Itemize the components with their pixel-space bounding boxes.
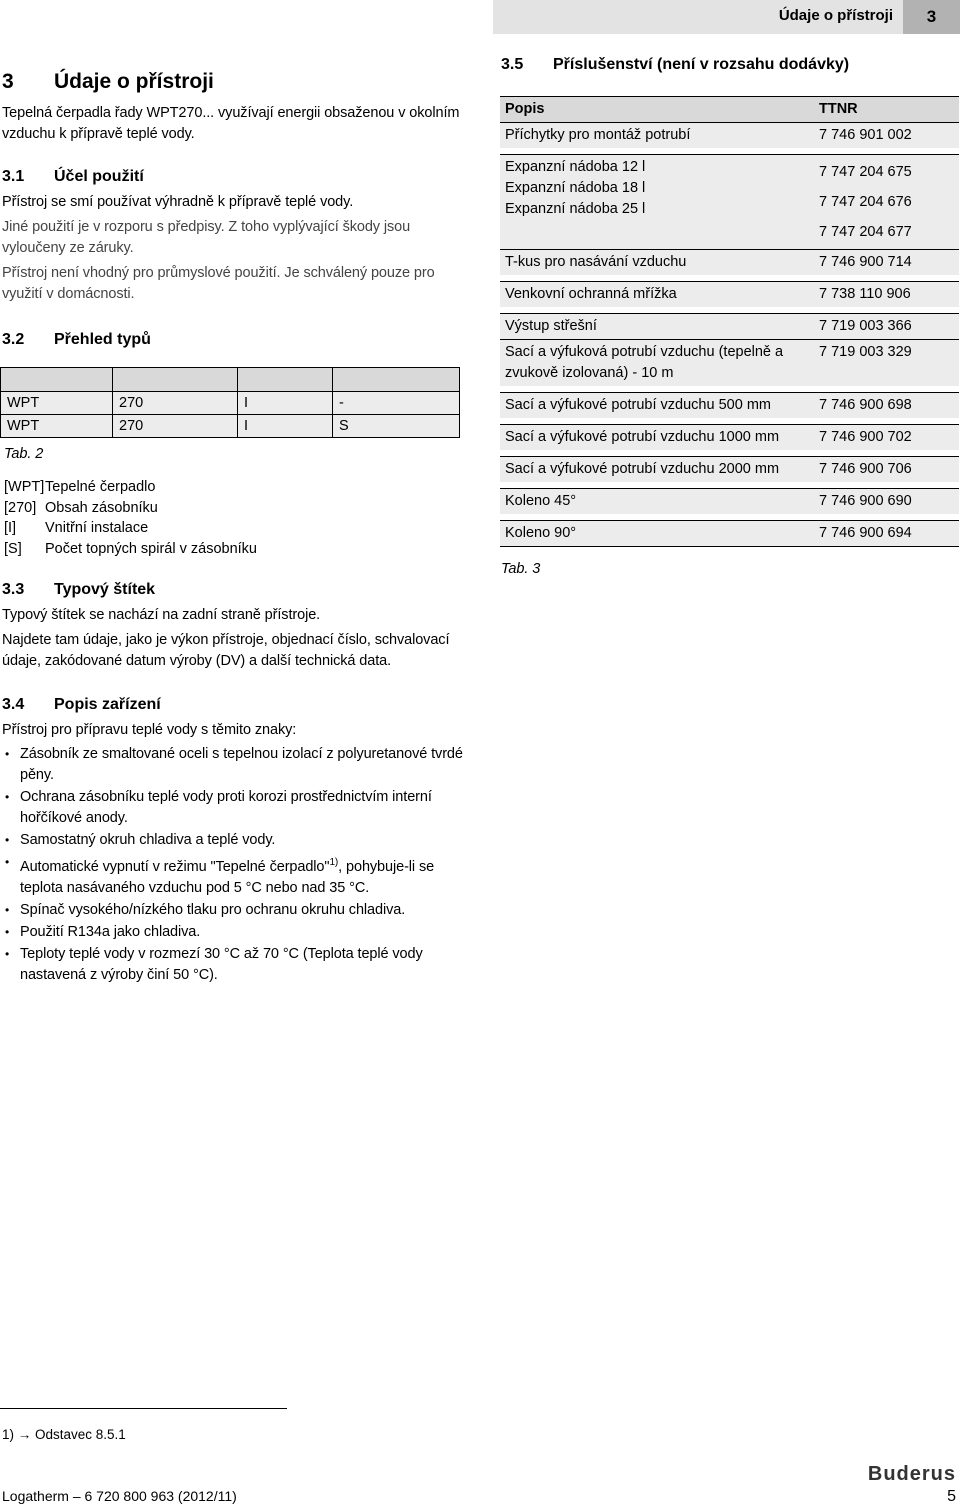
list-item: • Zásobník ze smaltované oceli s tepelnou izolací z polyuretanové tvrdé pěny. xyxy=(2,744,464,786)
paragraph: Přístroj není vhodný pro průmyslové použití. Je schválený pouze pro využití v domácnosti. xyxy=(2,265,435,302)
footer-document-id: Logatherm – 6 720 800 963 (2012/11) xyxy=(2,1488,237,1504)
footnote: 1) → Odstavec 8.5.1 xyxy=(2,1427,126,1442)
brand-logo: Buderus xyxy=(867,1463,956,1485)
legend-item: [S] Počet topných spirál v zásobníku xyxy=(4,540,257,557)
table-row: Sací a výfukové potrubí vzduchu 500 mm 7 746 900 698 xyxy=(500,393,959,419)
table-row: Expanzní nádoba 12 l Expanzní nádoba 18 l Expanzní nádoba 25 l 7 747 204 675 7 747 204 676 7 747 204 677 xyxy=(500,155,959,250)
table-row: Koleno 90° 7 746 900 694 xyxy=(500,521,959,547)
legend-item: [270] Obsah zásobníku xyxy=(4,499,158,516)
type-table xyxy=(0,367,460,438)
paragraph: Přístroj se smí používat výhradně k přípravě teplé vody. xyxy=(2,194,354,210)
table-row: Příchytky pro montáž potrubí 7 746 901 002 xyxy=(500,123,959,149)
legend-item: [WPT]Tepelné čerpadlo xyxy=(4,479,156,495)
table-row: Venkovní ochranná mřížka 7 738 110 906 xyxy=(500,282,959,308)
header-section-number: 3 xyxy=(903,0,960,34)
section-3-5-title: 3.5 Příslušenství (není v rozsahu dodávky) xyxy=(501,56,850,73)
paragraph: Jiné použití je v rozporu s předpisy. Z toho vyplývající škody jsou vyloučeny ze záruky. xyxy=(2,219,411,256)
legend-item: [I] Vnitřní instalace xyxy=(4,520,149,536)
type-legend xyxy=(4,477,257,559)
paragraph: Přístroj pro přípravu teplé vody s těmito znaky: xyxy=(2,722,297,738)
table-row: Sací a výfuková potrubí vzduchu (tepelně a zvukově izolovaná) - 10 m 7 719 003 329 xyxy=(500,340,959,387)
accessories-table xyxy=(500,96,959,547)
table-row: Sací a výfukové potrubí vzduchu 1000 mm 7 746 900 702 xyxy=(500,425,959,451)
list-item: • Ochrana zásobníku teplé vody proti korozi prostřednictvím interní hořčíkové anody. xyxy=(2,787,464,829)
list-item: • Spínač vysokého/nízkého tlaku pro ochranu okruhu chladiva. xyxy=(2,900,464,921)
table-header-row: Popis TTNR xyxy=(500,97,959,123)
footnote-divider xyxy=(0,1408,287,1409)
list-item: • Samostatný okruh chladiva a teplé vody. xyxy=(2,830,464,851)
section-3-3 xyxy=(2,581,472,672)
paragraph: Typový štítek se nachází na zadní straně přístroje. xyxy=(2,607,321,623)
subsection-title: 3.1 Účel použití xyxy=(2,168,144,185)
list-item: • Použití R134a jako chladiva. xyxy=(2,922,464,943)
page-number: 5 xyxy=(947,1488,956,1505)
table-caption: Tab. 3 xyxy=(501,561,541,577)
section-intro: Tepelná čerpadla řady WPT270... využívají energii obsaženou v okolním vzduchu k přípravě teplé vody. xyxy=(2,105,460,142)
subsection-title: 3.4 Popis zařízení xyxy=(2,696,161,713)
table-row: Sací a výfukové potrubí vzduchu 2000 mm 7 746 900 706 xyxy=(500,457,959,483)
table-row: T-kus pro nasávání vzduchu 7 746 900 714 xyxy=(500,250,959,276)
paragraph: Najdete tam údaje, jako je výkon přístroje, objednací číslo, schvalovací údaje, zakódované datum výroby (DV) a další technická data. xyxy=(2,632,450,669)
section-3-4 xyxy=(2,696,464,987)
list-item: • Automatické vypnutí v režimu "Tepelné čerpadlo"$^{1)}$, pohybuje-li se teplota nasávaného vzduchu pod 5 °C nebo nad 35 °C. xyxy=(2,852,464,899)
header-title: Údaje o přístroji xyxy=(778,7,893,24)
section-3 xyxy=(2,70,472,145)
subsection-title: 3.3 Typový štítek xyxy=(2,581,156,598)
section-title: 3 Údaje o přístroji xyxy=(2,70,214,93)
table-row: WPT 270 I S xyxy=(1,415,460,438)
table-row: WPT 270 I - xyxy=(1,392,460,415)
list-item: • Teploty teplé vody v rozmezí 30 °C až 70 °C (Teplota teplé vody nastavená z výroby činí 50 °C). xyxy=(2,944,464,986)
table-row: Koleno 45° 7 746 900 690 xyxy=(500,489,959,515)
section-3-2-title: 3.2 Přehled typů xyxy=(2,331,151,348)
table-caption: Tab. 2 xyxy=(4,446,44,462)
feature-list xyxy=(2,744,464,986)
table-row: Výstup střešní 7 719 003 366 xyxy=(500,314,959,340)
section-3-1 xyxy=(2,168,464,305)
